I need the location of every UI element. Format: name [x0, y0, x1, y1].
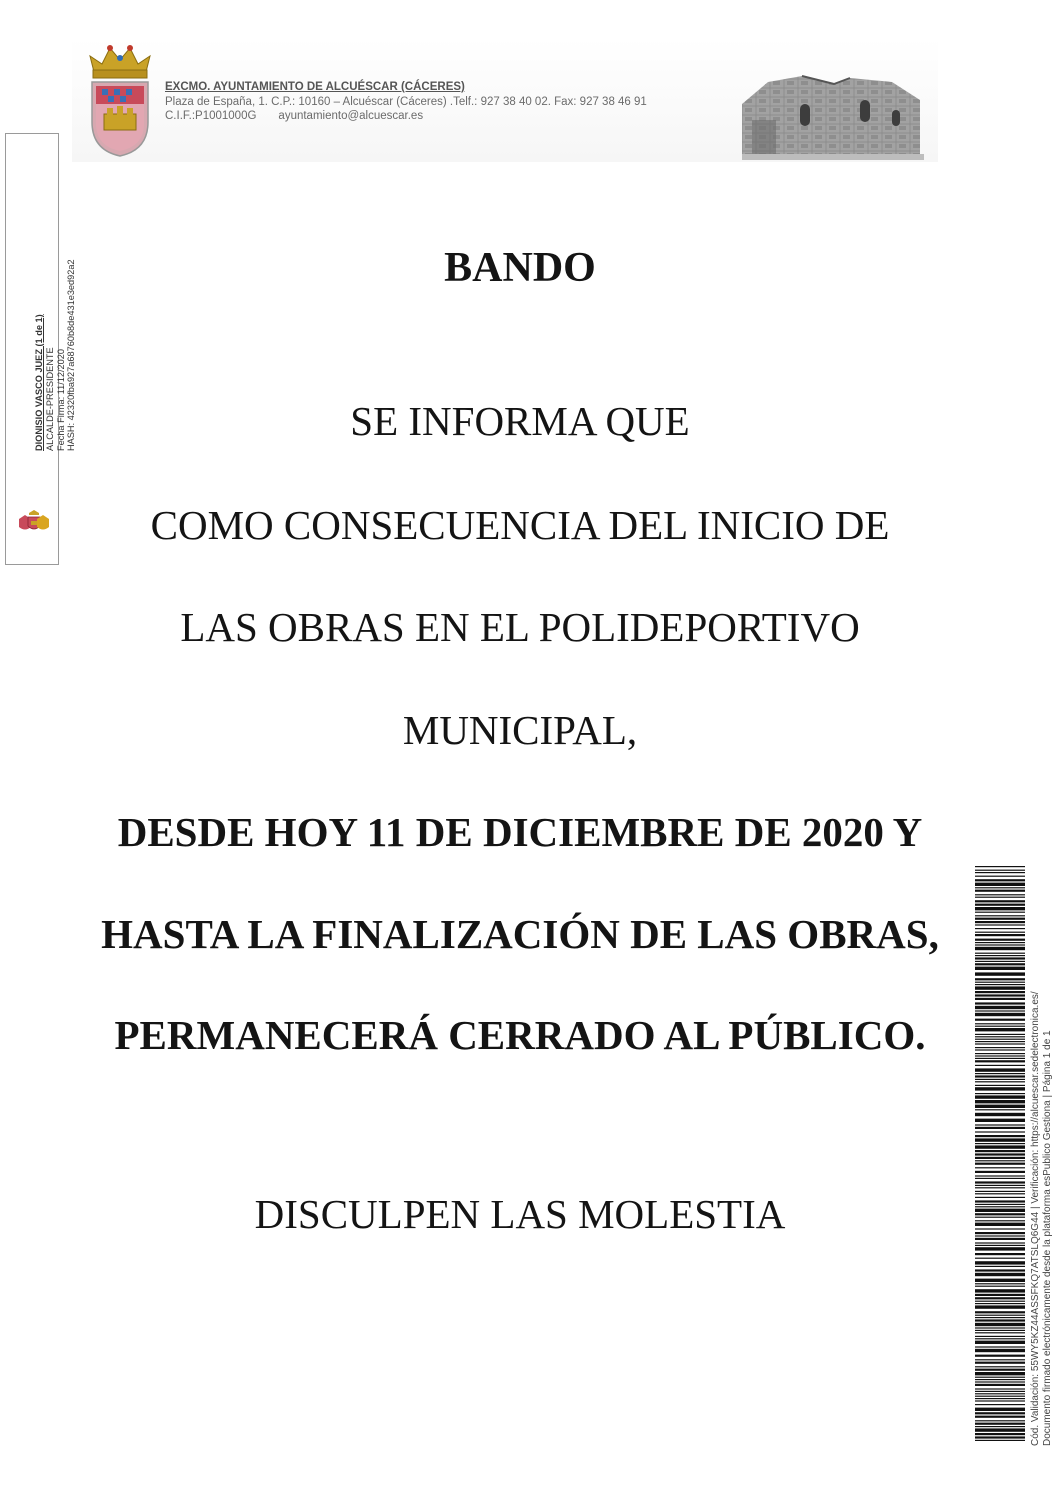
- signer-name: DIONISIO VASCO JUEZ (1 de 1): [34, 314, 44, 451]
- org-email: ayuntamiento@alcuescar.es: [278, 110, 424, 122]
- barcode-icon: [975, 866, 1025, 1446]
- letterhead-text: [165, 80, 647, 124]
- notice-line: COMO CONSECUENCIA DEL INICIO DE: [150, 502, 890, 548]
- validation-text: [1030, 866, 1053, 1446]
- notice-line: MUNICIPAL,: [402, 707, 638, 753]
- notice-bold-line: HASTA LA FINALIZACIÓN DE LAS OBRAS,: [101, 911, 939, 957]
- validation-platform: Documento firmado electrónicamente desde la plataforma esPublico Gestiona | Página 1 de 1: [1041, 1030, 1053, 1446]
- notice-closing: DISCULPEN LAS MOLESTIA: [254, 1191, 786, 1237]
- validation-code: Cód. Validación: 55WY5KZ44ASSFKQ7ATSLQ6G44 | Verificación: https://alcuescar.sedelectronica.es/: [1030, 991, 1041, 1446]
- stone-chapel-photo: [742, 70, 924, 160]
- signature-date: Fecha Firma: 11/12/2020: [55, 349, 66, 451]
- notice-line: LAS OBRAS EN EL POLIDEPORTIVO: [180, 604, 860, 650]
- notice-line: SE INFORMA QUE: [350, 398, 690, 444]
- org-address: Plaza de España, 1. C.P.: 10160 – Alcuéscar (Cáceres) .Telf.: 927 38 40 02. Fax: 927 38 46 91: [165, 95, 647, 108]
- municipal-crest-icon: [80, 42, 160, 160]
- org-name: EXCMO. AYUNTAMIENTO DE ALCUÉSCAR (CÁCERES): [165, 81, 465, 93]
- notice-bold-line: PERMANECERÁ CERRADO AL PÚBLICO.: [114, 1012, 926, 1058]
- notice-bold-line: DESDE HOY 11 DE DICIEMBRE DE 2020 Y: [117, 809, 923, 855]
- signature-hash: HASH: 42320fba927a68760b8de431e3ed92a2: [66, 259, 77, 451]
- org-cif: C.I.F.:P1001000G: [165, 110, 257, 122]
- notice-title: BANDO: [444, 245, 596, 291]
- signer-role: ALCALDE-PRESIDENTE: [44, 347, 55, 451]
